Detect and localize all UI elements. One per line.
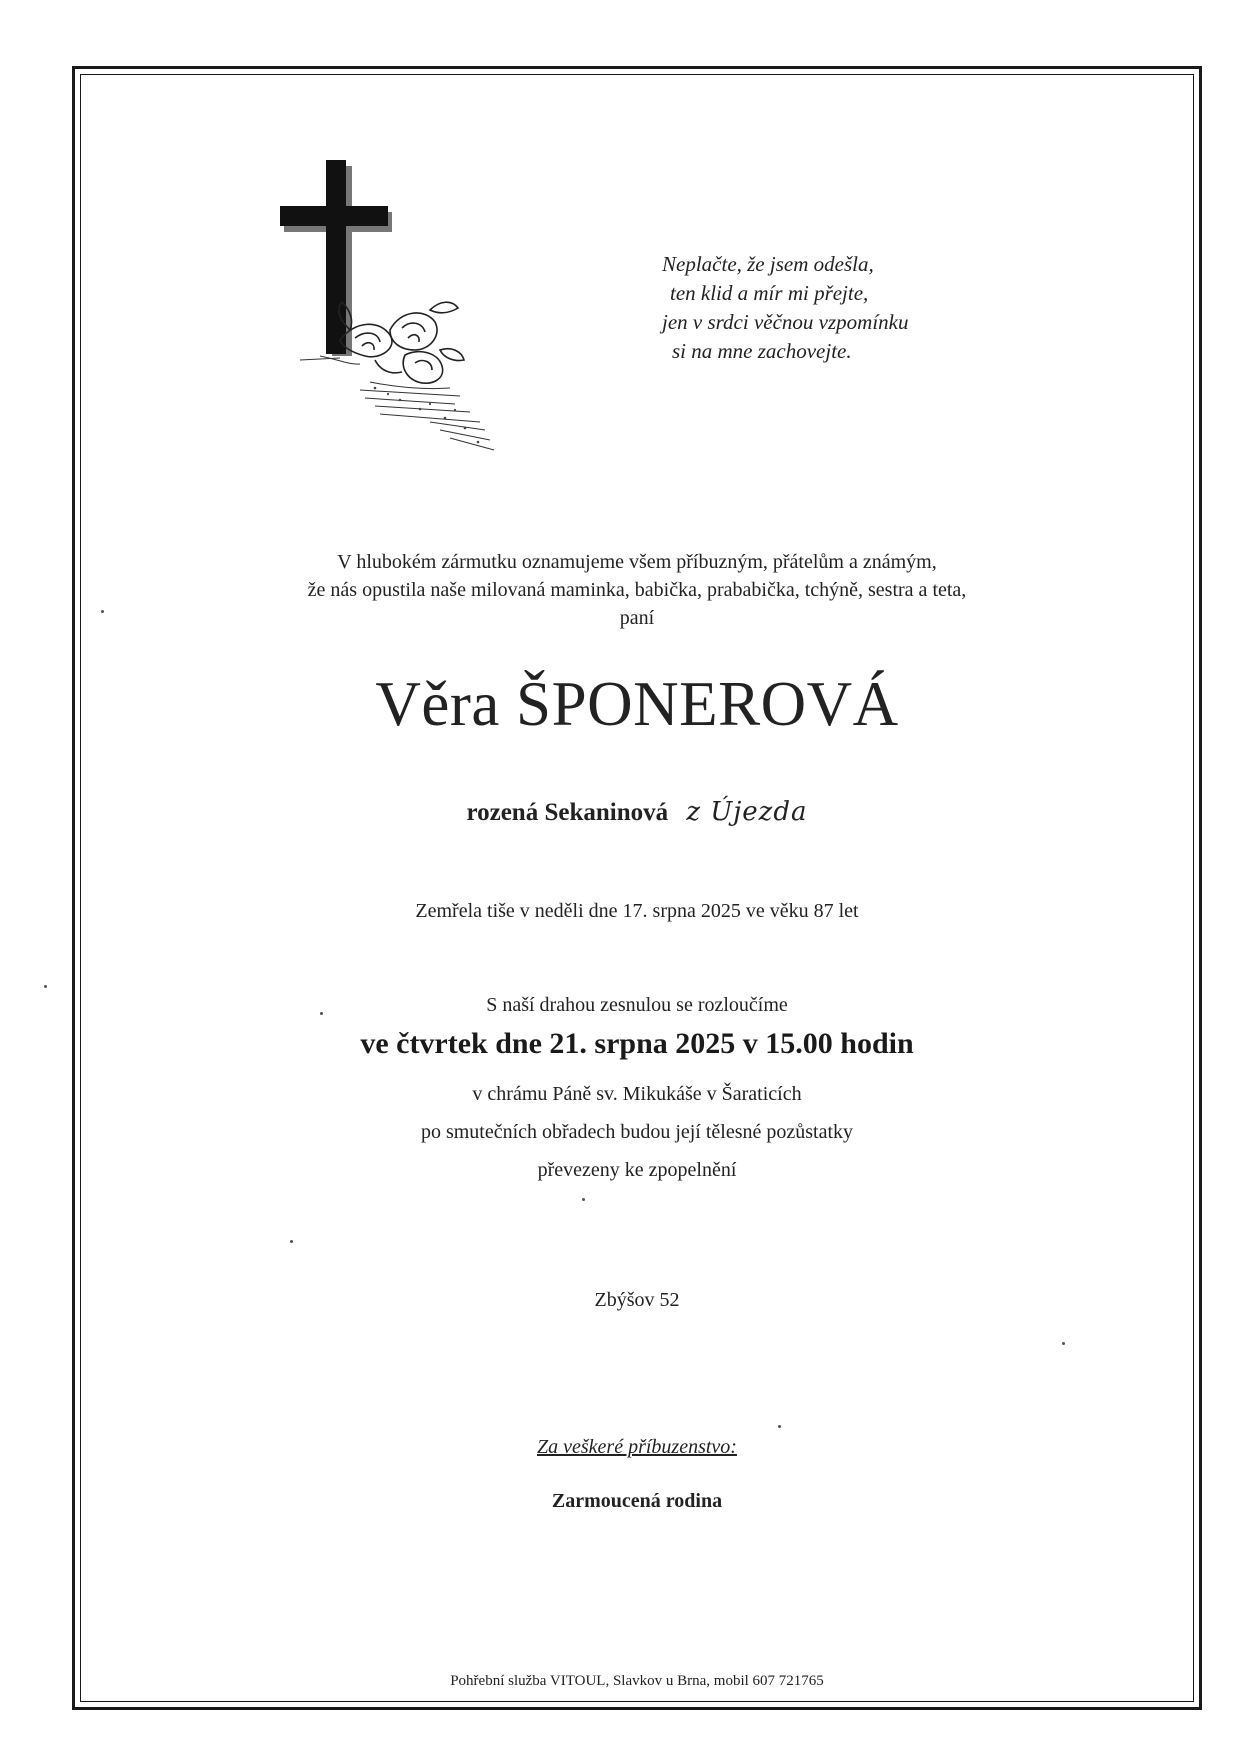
family-address: Zbýšov 52 (594, 1289, 680, 1311)
farewell-line: v chrámu Páně sv. Mikukáše v Šaraticích (472, 1083, 802, 1105)
deceased-name: Věra ŠPONEROVÁ (375, 669, 899, 739)
poem-line: jen v srdci věčnou vzpomínku (662, 310, 909, 334)
announcement-intro (80, 548, 1194, 632)
memorial-poem (662, 250, 908, 366)
intro-line: že nás opustila naše milovaná maminka, babička, prababička, tchýně, sestra a teta, (307, 579, 967, 601)
scan-speck (778, 1425, 781, 1428)
farewell-details (80, 1075, 1194, 1189)
farewell-line: převezeny ke zpopelnění (537, 1159, 737, 1181)
farewell-line: po smutečních obřadech budou její tělesné pozůstatky (420, 1121, 854, 1143)
funeral-service-footer: Pohřební služba VITOUL, Slavkov u Brna, mobil 607 721765 (450, 1673, 824, 1689)
death-notice: Zemřela tiše v neděli dne 17. srpna 2025 ve věku 87 let (415, 900, 859, 922)
intro-line: V hlubokém zármutku oznamujeme všem příbuzným, přátelům a známým, (337, 551, 937, 573)
maiden-name: rozená Sekaninová (466, 799, 669, 826)
cross-with-roses-icon (280, 160, 540, 470)
cross-graphic (280, 160, 540, 470)
scan-speck (320, 1012, 323, 1015)
poem-line: si na mne zachovejte. (672, 339, 852, 363)
poem-line: Neplačte, že jsem odešla, (662, 252, 874, 276)
scan-speck (101, 610, 104, 613)
intro-line: paní (619, 607, 655, 629)
family-signature: Zarmoucená rodina (551, 1490, 723, 1512)
maiden-name-line (80, 795, 1194, 830)
on-behalf-label: Za veškeré příbuzenstvo: (537, 1436, 737, 1458)
scan-speck (1062, 1342, 1065, 1345)
scan-speck (44, 985, 47, 988)
scan-speck (290, 1240, 293, 1243)
handwritten-note: z Újezda (686, 797, 808, 827)
poem-line: ten klid a mír mi přejte, (670, 281, 869, 305)
scan-speck (582, 1198, 585, 1201)
farewell-date-time: ve čtvrtek dne 21. srpna 2025 v 15.00 hodin (360, 1027, 914, 1060)
farewell-intro: S naší drahou zesnulou se rozloučíme (486, 994, 788, 1016)
